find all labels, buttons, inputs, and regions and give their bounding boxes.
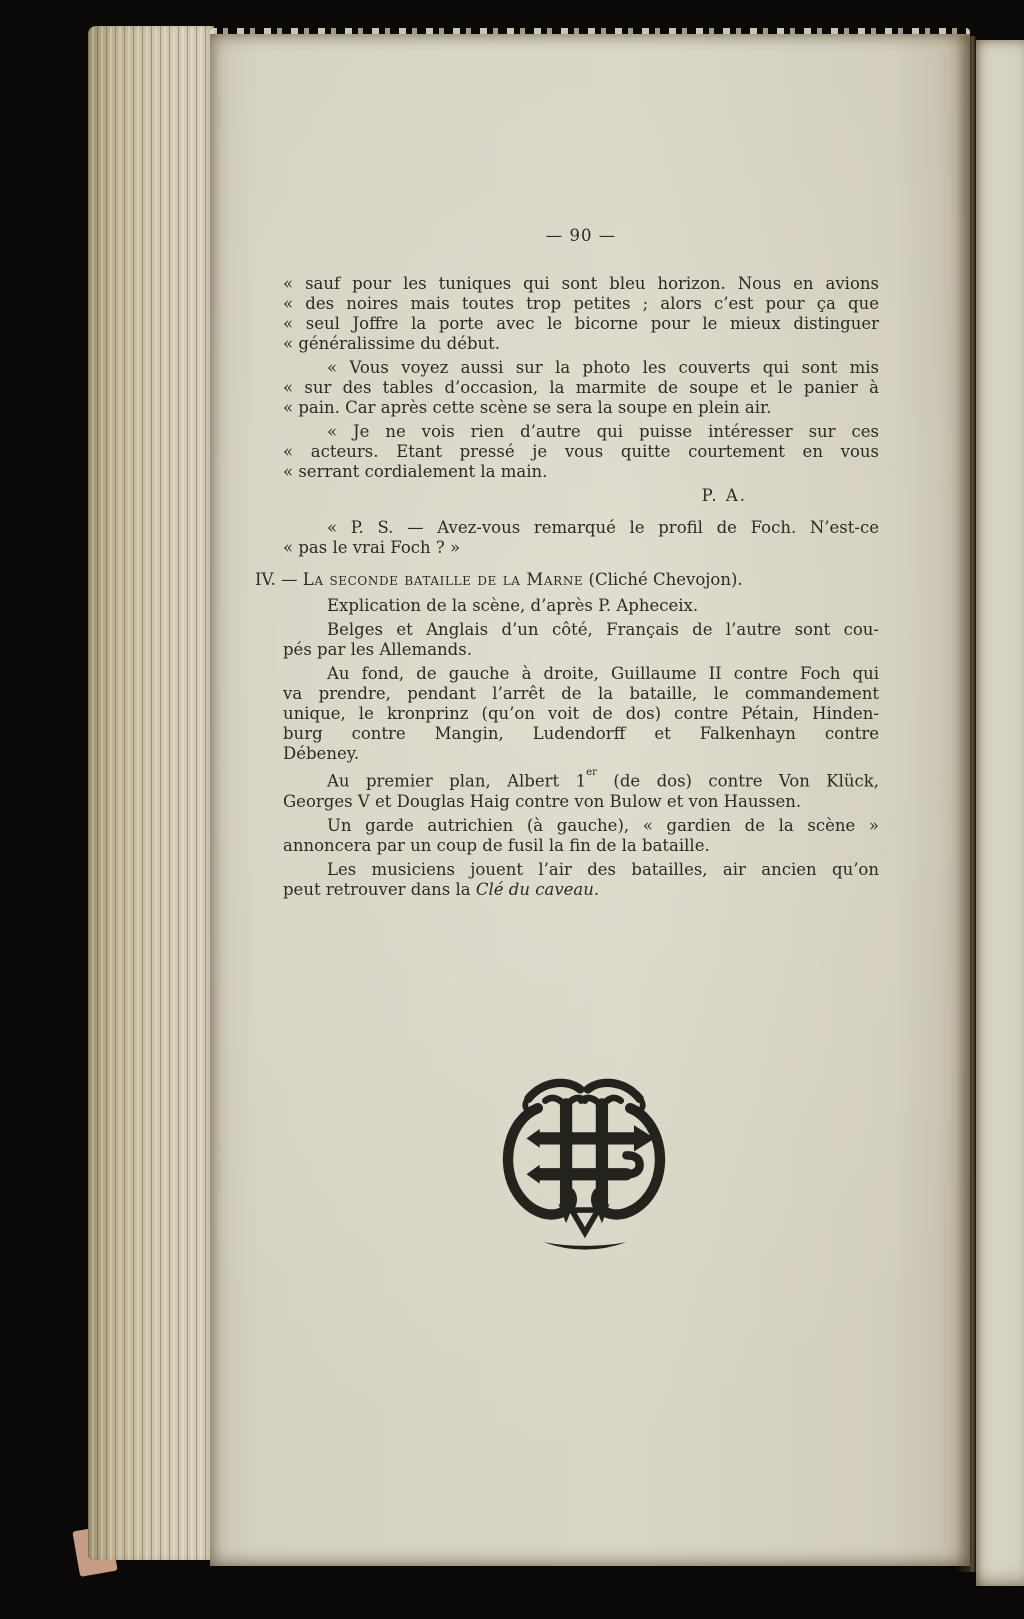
gutter-shadow xyxy=(956,36,976,1572)
text-line: peut retrouver dans la Clé du caveau. xyxy=(283,879,600,899)
text-line: « des noires mais toutes trop petites ; alors c’est pour ça que xyxy=(283,294,879,313)
section-numeral: IV. — xyxy=(255,570,303,589)
paragraph xyxy=(283,596,879,616)
text-line: Un garde autrichien (à gauche), « gardien de la scène » xyxy=(327,815,879,835)
section-heading xyxy=(255,570,879,590)
text-line: « Je ne vois rien d’autre qui puisse intéresser sur ces xyxy=(327,422,879,441)
text-line: « acteurs. Etant pressé je vous quitte courtement en vous xyxy=(283,442,879,461)
text-line: Explication de la scène, d’après P. Apheceix. xyxy=(327,596,699,615)
section-title-rest: (Cliché Chevojon). xyxy=(583,570,743,589)
book-page xyxy=(210,34,970,1566)
section-title: La seconde bataille de la Marne xyxy=(302,570,584,589)
text-line: « sur des tables d’occasion, la marmite de soupe et le panier à xyxy=(283,378,879,397)
paragraph xyxy=(283,422,879,482)
printer-monogram-icon xyxy=(485,1066,683,1256)
text-line: Débeney. xyxy=(283,744,360,763)
text-line: burg contre Mangin, Ludendorff et Falkenhayn contre xyxy=(283,724,879,743)
text-column xyxy=(255,226,879,904)
text-line: Georges V et Douglas Haig contre von Bulow et von Haussen. xyxy=(283,791,802,811)
text-line: « seul Joffre la porte avec le bicorne pour le mieux distinguer xyxy=(283,314,879,333)
paragraph xyxy=(283,620,879,660)
text-line: Au premier plan, Albert 1er (de dos) contre Von Klück, xyxy=(327,767,879,791)
paragraph xyxy=(283,518,879,558)
text-line: annoncera par un coup de fusil la fin de la bataille. xyxy=(283,835,710,855)
text-line: pés par les Allemands. xyxy=(283,640,472,659)
text-line: « serrant cordialement la main. xyxy=(283,462,548,481)
paragraph xyxy=(283,358,879,418)
text-line: Les musiciens jouent l’air des batailles, air ancien qu’on xyxy=(327,859,879,879)
paragraph xyxy=(283,768,879,812)
facing-page-edge xyxy=(976,40,1024,1586)
paragraph xyxy=(283,816,879,856)
text-line: unique, le kronprinz (qu’on voit de dos) contre Pétain, Hinden- xyxy=(283,704,879,723)
paragraph xyxy=(283,274,879,354)
page-number: — 90 — xyxy=(545,226,617,245)
text-line: « P. S. — Avez-vous remarqué le profil de Foch. N’est-ce xyxy=(327,518,879,537)
text-line: « sauf pour les tuniques qui sont bleu horizon. Nous en avions xyxy=(283,274,879,293)
text-line: Au fond, de gauche à droite, Guillaume II contre Foch qui xyxy=(327,664,879,683)
text-line: va prendre, pendant l’arrêt de la bataille, le commandement xyxy=(283,684,879,703)
text-line: « pas le vrai Foch ? » xyxy=(283,538,461,557)
signature: P. A. xyxy=(701,486,747,505)
text-line: « généralissime du début. xyxy=(283,334,501,353)
text-line: Belges et Anglais d’un côté, Français de l’autre sont cou- xyxy=(327,620,879,639)
page-stack-edges xyxy=(88,26,214,1560)
paragraph xyxy=(283,664,879,764)
text-line: « pain. Car après cette scène se sera la soupe en plein air. xyxy=(283,398,772,417)
paragraph xyxy=(283,860,879,900)
text-line: « Vous voyez aussi sur la photo les couverts qui sont mis xyxy=(327,358,879,377)
